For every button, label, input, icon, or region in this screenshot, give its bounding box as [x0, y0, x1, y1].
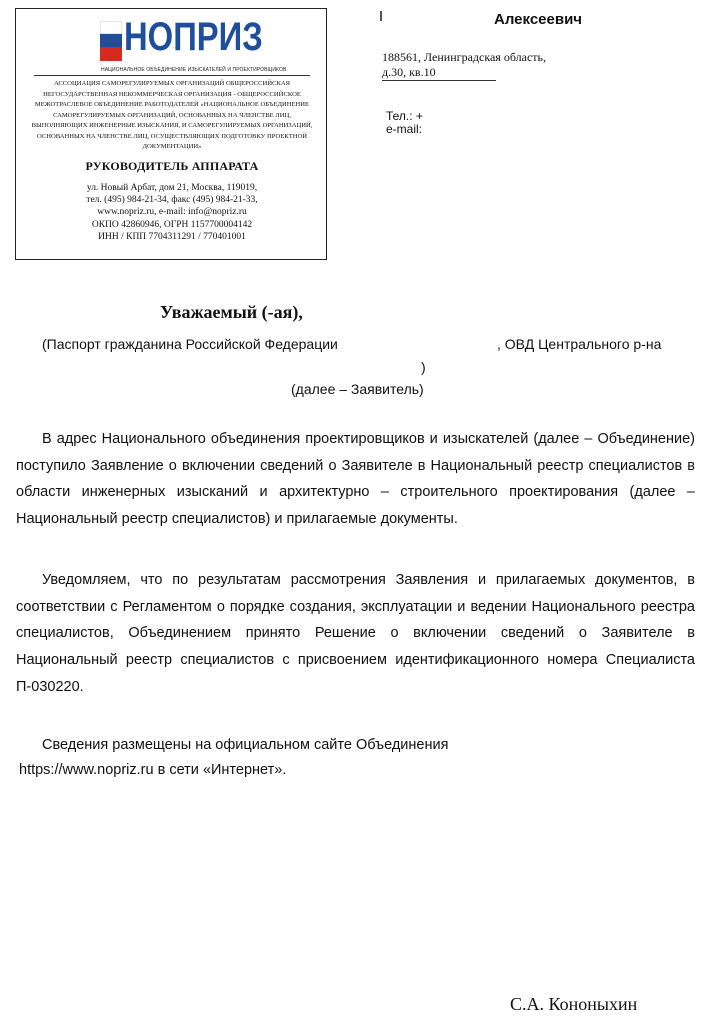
- org-line: МЕЖОТРАСЛЕВОЕ ОБЪЕДИНЕНИЕ РАБОТОДАТЕЛЕЙ «НАЦИОНАЛЬНОЕ ОБЪЕДИНЕНИЕ: [34, 101, 310, 108]
- nopriz-logo: [100, 15, 287, 79]
- org-line: САМОРЕГУЛИРУЕМЫХ ОРГАНИЗАЦИЙ, ОСНОВАННЫХ НА ЧЛЕНСТВЕ ЛИЦ,: [53, 111, 291, 119]
- paragraph-application: В адрес Национального объединения проектировщиков и изыскателей (далее – Объединение) поступило Заявление о включении сведений о Заявителе в Национальный реестр специалистов в области инженерных изысканий и архитектурно – строительного проектирования (далее – Национальный реестр специалистов) и прилагаемые документы.: [16, 431, 695, 528]
- contact-line: www.nopriz.ru, e-mail: info@nopriz.ru: [97, 207, 247, 218]
- redaction-mark: [380, 11, 382, 21]
- greeting: Уважаемый (-ая),: [160, 302, 303, 322]
- org-line: ВЫПОЛНЯЮЩИХ ИНЖЕНЕРНЫЕ ИЗЫСКАНИЯ, И САМОРЕГУЛИРУЕМЫХ ОРГАНИЗАЦИЙ,: [31, 122, 313, 129]
- paragraph-website-line2: https://www.nopriz.ru в сети «Интернет».: [19, 762, 287, 778]
- logo-subtitle: НАЦИОНАЛЬНОЕ ОБЪЕДИНЕНИЕ ИЗЫСКАТЕЛЕЙ И ПРОЕКТИРОВЩИКОВ: [101, 67, 287, 73]
- logo-text: НОПРИЗ: [124, 15, 263, 59]
- letterhead-contacts: [16, 182, 328, 243]
- russian-flag-icon: [100, 21, 122, 61]
- contact-line: тел. (495) 984-21-34, факс (495) 984-21-33,: [86, 195, 258, 206]
- closing-parenthesis: ): [421, 359, 426, 375]
- passport-issuer: , ОВД Центрального р-на: [497, 336, 662, 352]
- addressee-phone: Тел.: +: [386, 109, 423, 123]
- contact-line: ул. Новый Арбат, дом 21, Москва, 119019,: [86, 183, 258, 193]
- position-title: РУКОВОДИТЕЛЬ АППАРАТА: [85, 159, 259, 173]
- org-line: НЕГОСУДАРСТВЕННАЯ НЕКОММЕРЧЕСКАЯ ОРГАНИЗАЦИЯ - ОБЩЕРОССИЙСКОЕ: [43, 90, 301, 98]
- paragraph-decision: Уведомляем, что по результатам рассмотрения Заявления и прилагаемых документов, в соответствии с Регламентом о порядке создания, эксплуатации и ведении Национального реестра специалистов, Объединением принято Решение о включении сведений о Заявителе в Национальный реестр специалистов с присвоением идентификационного номера Специалиста П-030220.: [16, 572, 695, 695]
- paragraph-website-line1: Сведения размещены на официальном сайте Объединения: [42, 737, 449, 753]
- letterhead: [15, 8, 327, 260]
- addressee-address-line1: 188561, Ленинградская область,: [382, 50, 546, 64]
- org-line: ОСНОВАННЫХ НА ЧЛЕНСТВЕ ЛИЦ, ОСУЩЕСТВЛЯЮЩИХ ПОДГОТОВКУ ПРОЕКТНОЙ: [36, 132, 308, 140]
- signatory-name: С.А. Кононыхин: [510, 994, 638, 1014]
- letterhead-divider: [34, 75, 310, 76]
- organization-name: [30, 79, 314, 153]
- contact-line: ИНН / КПП 7704311291 / 770401001: [98, 231, 246, 242]
- address-underline: [382, 80, 496, 81]
- addressee-address-line2: д.30, кв.10: [382, 65, 436, 79]
- passport-info: (Паспорт гражданина Российской Федерации: [42, 336, 338, 352]
- addressee-name: Алексеевич: [494, 11, 582, 28]
- contact-line: ОКПО 42860946, ОГРН 1157700004142: [91, 219, 253, 230]
- org-line: ДОКУМЕНТАЦИИ»: [142, 143, 202, 150]
- applicant-definition: (далее – Заявитель): [291, 381, 424, 397]
- org-line: АССОЦИАЦИЯ САМОРЕГУЛИРУЕМЫХ ОРГАНИЗАЦИЙ ОБЩЕРОССИЙСКАЯ: [53, 80, 291, 87]
- addressee-email: e-mail:: [386, 122, 423, 136]
